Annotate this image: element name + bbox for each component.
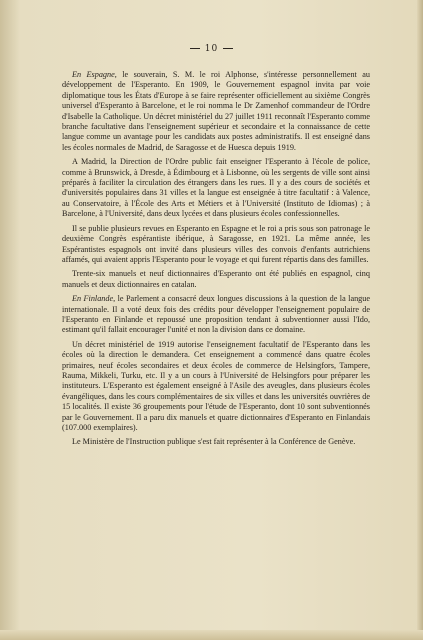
paragraph-lead-finland: En Finlande [72,294,114,304]
paragraph-text: Le Ministère de l'Instruction publique s'est fait représenter à la Conférence de Genève. [72,437,356,447]
body-text [62,70,370,452]
page-number: 10 [204,44,219,54]
paragraph-finland [62,294,370,336]
paragraph-decret [62,340,370,434]
page-edge-bottom [0,630,423,640]
header-dash-left [190,48,200,49]
paragraph-lead-spain: En Espagne [72,70,115,79]
paragraph-text: A Madrid, la Direction de l'Ordre public fait enseigner l'Esperanto à l'école de police, comme à Brunswick, à Dresde, à Édimbourg et à Lisbonne, où les sergents de ville sont ainsi préparés à faciliter la circulation des étrangers dans les rues. Il y a des cours de sociétés et d'universités populaires dans 31 villes et la langue est enseignée à titre facultatif : à Valence, au Conservatoire, à l'École des Arts et Métiers et à l'Université (Instituto de Idiomas) ; à Barcelone, à l'Université, dans deux lycées et dans plusieurs écoles confessionnelles. [62,157,370,219]
header-dash-right [223,48,233,49]
paragraph-text: , le Parlement a consacré deux longues discussions à la question de la langue internationale. Il a voté deux fois des crédits pour développer l'enseignement populaire de l'Esperanto en Finlande et repoussé une proposition tendant à subventionner aussi l'Ido, estimant qu'il fallait encourager l'unité et non la division dans ce domaine. [62,294,371,335]
paragraph-text: Il se publie plusieurs revues en Esperanto en Espagne et le roi a pris sous son patronage le deuxième Congrès espérantiste ibérique, à Saragosse, en 1921. La même année, les Espérantistes espagnols ont invité dans plusieurs villes des convois d'enfants autrichiens affamés, qui avaient appris l'Esperanto pour le voyage et qui furent répartis dans des familles. [62,223,370,264]
paragraph-madrid [62,157,370,219]
paragraph-revues [62,224,370,266]
page-edge-right [417,0,423,640]
paragraph-text: Un décret ministériel de 1919 autorise l'enseignement facultatif de l'Esperanto dans les écoles où la direction le demandera. Cet enseignement a commencé dans quatre écoles primaires, neuf écoles secondaires et deux écoles de commerce de Helsingfors, Tampere, Rauma, Mikkeli, Turku, etc. Il y a un cours à l'Université de Helsingfors pour préparer les instituteurs. L'Esperanto est également enseigné à l'Asile des aveugles, dans plusieurs écoles évangéliques, dans les cours complémentaires de six villes et dans les universités ouvrières de 15 localités. Il existe 36 groupements pour l'étude de l'Esperanto, dont 10 sont subventionnés par le Gouvernement. Il a paru dix manuels et quatre dictionnaires d'Esperanto en Finlandais (107.000 exemplaires). [62,339,370,432]
paragraph-text: , le souverain, S. M. le roi Alphonse, s'intéresse personnellement au développement de l'Esperanto. En 1909, le Gouvernement espagnol invita par voie diplomatique tous les États d'Europe à se faire représenter officiellement au sixième Congrès universel d'Esperanto à Barcelone, et le roi nomma le Dr Zamenhof commandeur de l'Ordre d'Isabelle la Catholique. Un décret ministériel du 27 juillet 1911 reconnaît l'Esperanto comme branche facultative dans l'enseignement supérieur et secondaire et la connaissance de cette langue comme un avantage pour les candidats aux postes administratifs. Il est enseigné dans les écoles normales de Madrid, de Saragosse et de Huesca depuis 1919. [62,70,370,152]
paragraph-spain [62,70,370,153]
paragraph-ministere [62,437,370,447]
page-header [0,44,423,54]
paragraph-manuels [62,269,370,290]
paragraph-text: Trente-six manuels et neuf dictionnaires d'Esperanto ont été publiés en espagnol, cinq manuels et deux dictionnaires en catalan. [62,269,370,289]
